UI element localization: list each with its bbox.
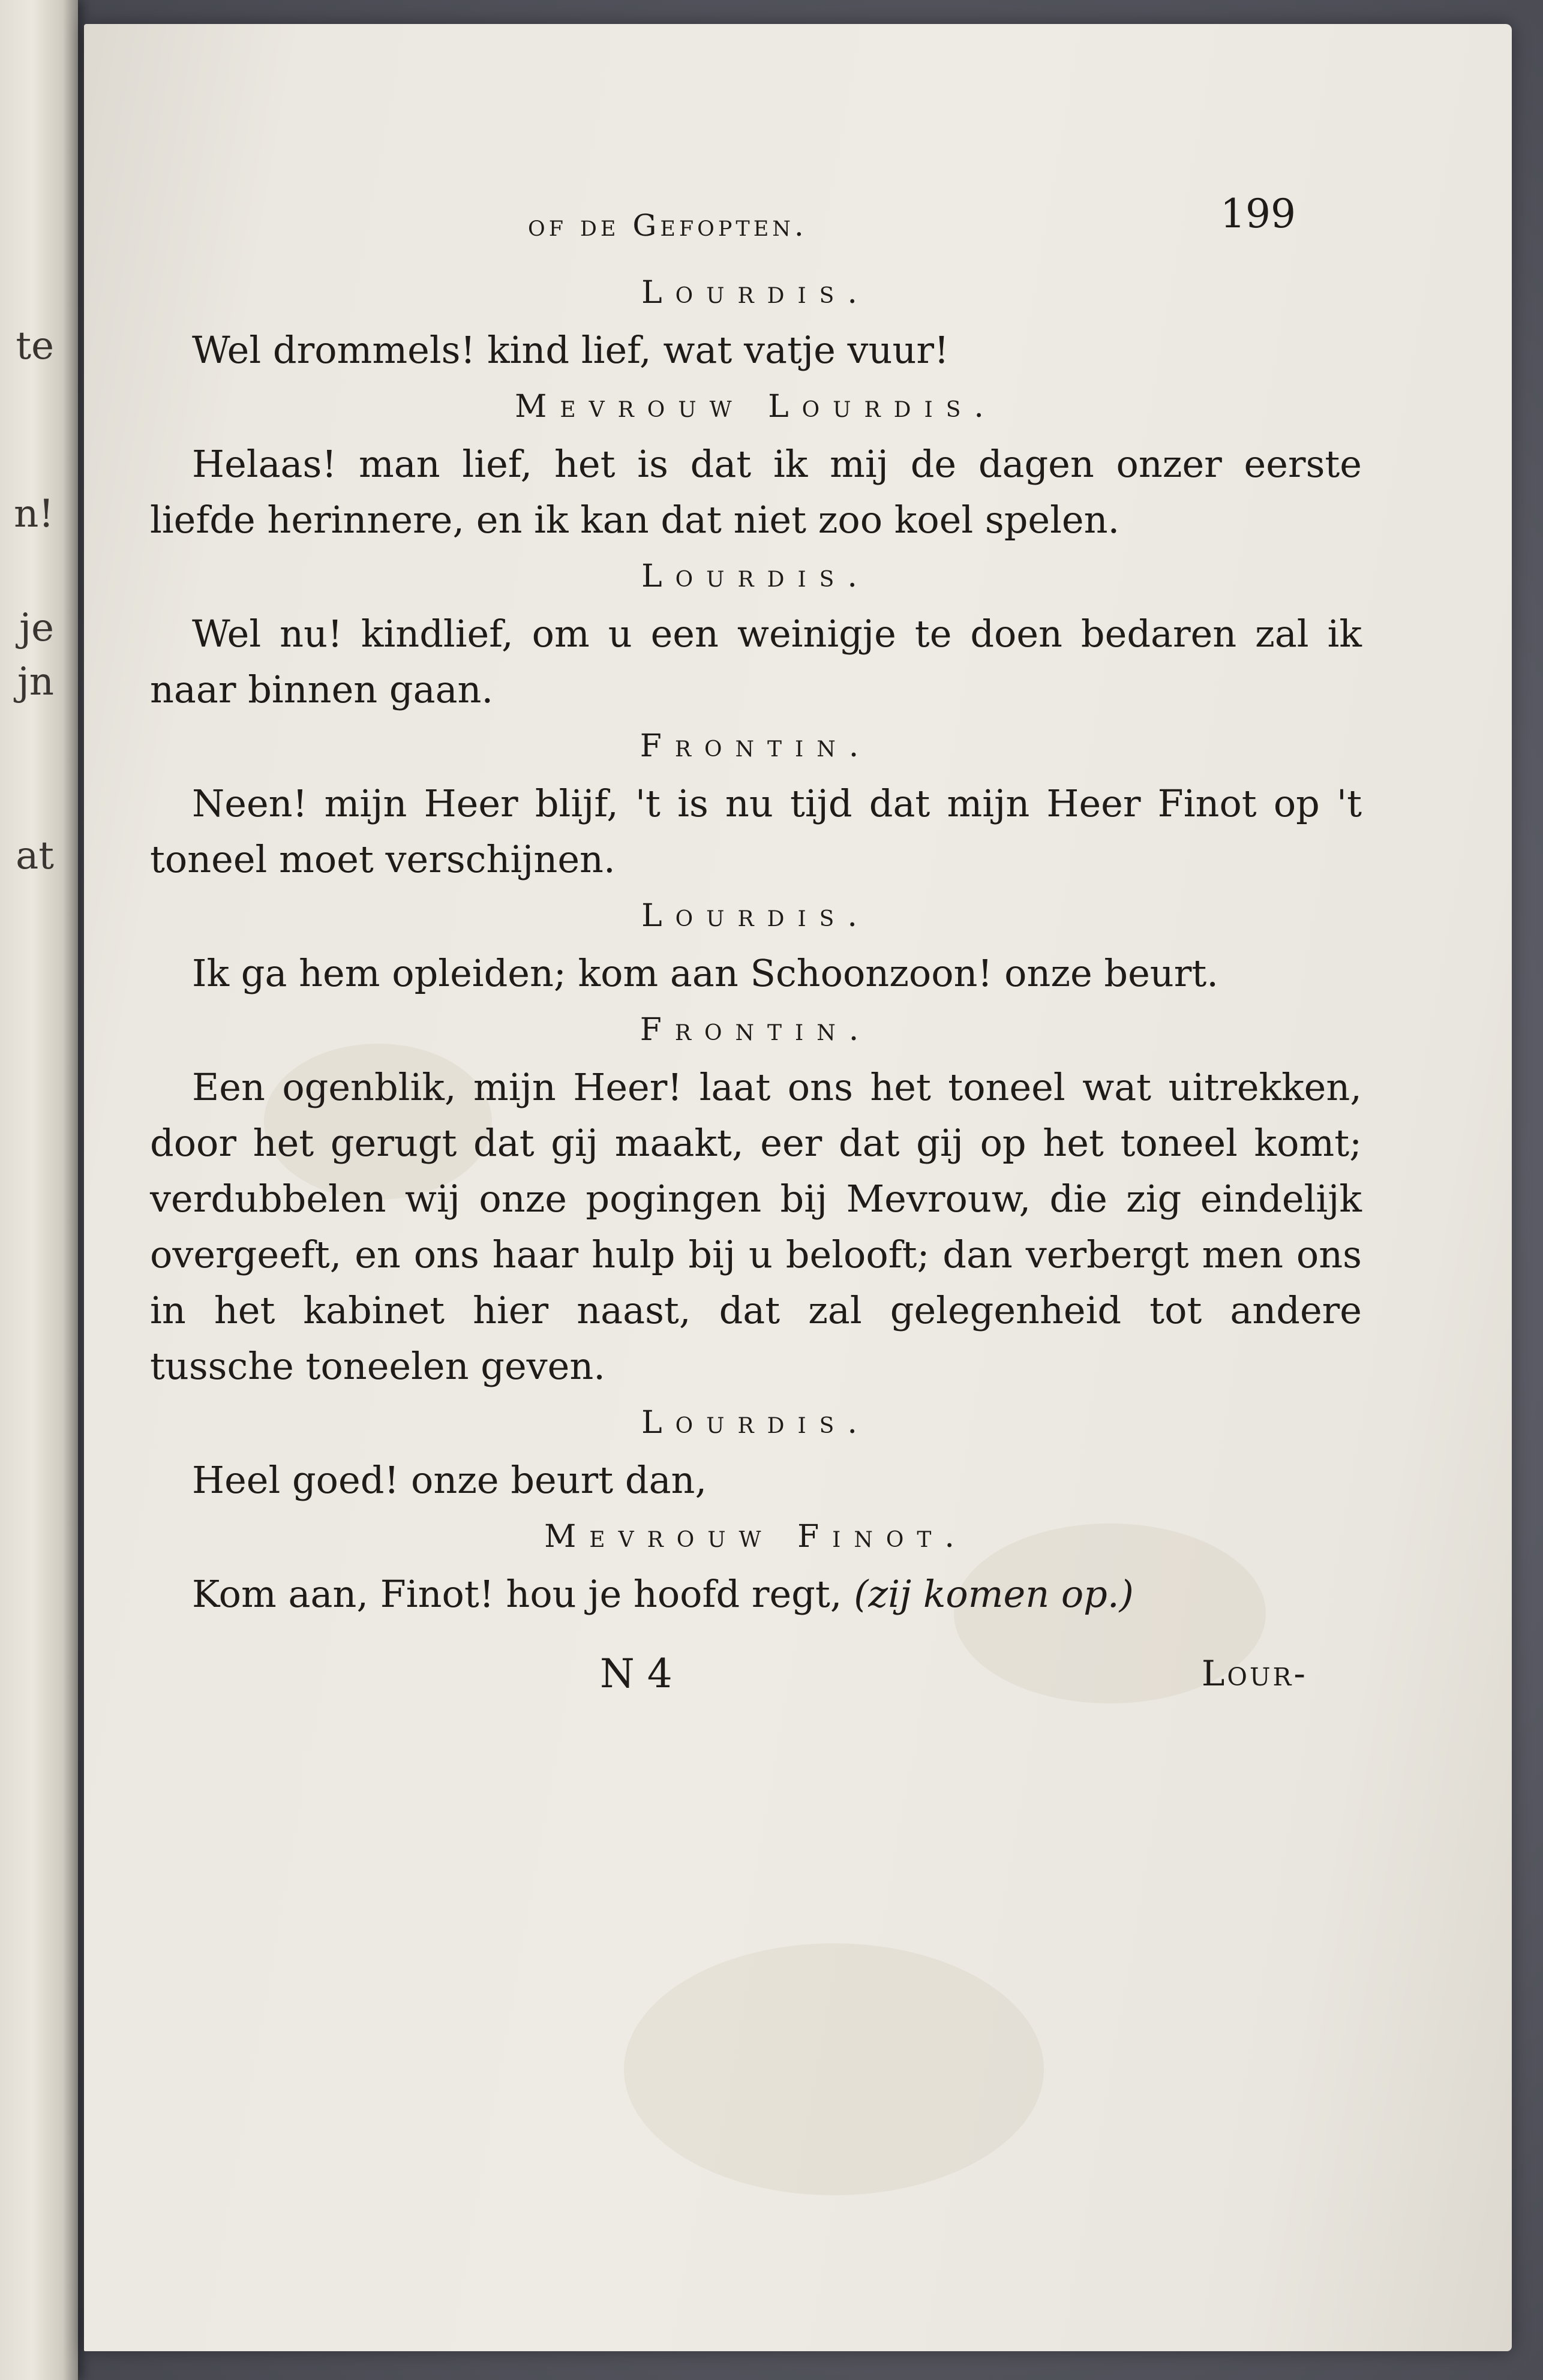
- book-page: [84, 24, 1512, 2351]
- speaker-name: Lourdis.: [641, 275, 870, 311]
- facing-page-fragment: jn: [17, 660, 54, 704]
- speech-text: [150, 1566, 1362, 1622]
- speech-text: Wel drommels! kind lief, wat vatje vuur!: [192, 328, 949, 372]
- speech-text: Ik ga hem opleiden; kom aan Schoonzoon! onze beurt.: [192, 951, 1218, 995]
- page-text-block: [150, 191, 1362, 1718]
- speaker-name: Lourdis.: [641, 1405, 870, 1441]
- page-footer: [150, 1646, 1362, 1718]
- facing-page-edge: [0, 0, 78, 2380]
- speaker-name: Lourdis.: [641, 898, 870, 934]
- running-title: of de Gefopten.: [528, 208, 807, 243]
- facing-page-fragment: je: [19, 606, 54, 650]
- speaker-name: Lourdis.: [641, 558, 870, 594]
- speech-text-main: Kom aan, Finot! hou je hoofd regt,: [192, 1572, 842, 1616]
- speaker-name: Mevrouw Finot.: [544, 1519, 968, 1555]
- catchword: Lour-: [1201, 1653, 1308, 1694]
- speaker-name: Frontin.: [640, 728, 872, 764]
- paper-stain: [624, 1943, 1044, 2195]
- running-head: [150, 191, 1362, 264]
- speech-text: Helaas! man lief, het is dat ik mij de dagen onzer eerste liefde herinnere, en ik kan dat niet zoo koel spelen.: [150, 442, 1362, 542]
- speech-text: Neen! mijn Heer blijf, 't is nu tijd dat mijn Heer Finot op 't toneel moet verschijnen.: [150, 782, 1362, 881]
- signature-mark: N 4: [600, 1651, 673, 1697]
- facing-page-fragment: n!: [14, 492, 54, 536]
- page-number: 199: [1220, 191, 1296, 237]
- speaker-name: Mevrouw Lourdis.: [515, 389, 997, 425]
- speaker-name: Frontin.: [640, 1012, 872, 1048]
- speech-text: Een ogenblik, mijn Heer! laat ons het toneel wat uitrekken, door het gerugt dat gij maakt, eer dat gij op het toneel komt; verdubbelen wij onze pogingen bij Mevrouw, die zig eindelijk overgeeft, en ons haar hulp bij u belooft; dan verbergt men ons in het kabinet hier naast, dat zal gelegenheid tot andere tussche toneelen geven.: [150, 1065, 1362, 1388]
- stage-direction: (zij komen op.): [854, 1572, 1134, 1616]
- speech-text: Heel goed! onze beurt dan,: [192, 1458, 707, 1502]
- dialogue-block: [150, 265, 1362, 1622]
- facing-page-fragment: at: [16, 834, 54, 878]
- facing-page-fragment: te: [16, 324, 54, 368]
- speech-text: Wel nu! kindlief, om u een weinigje te doen bedaren zal ik naar binnen gaan.: [150, 612, 1362, 711]
